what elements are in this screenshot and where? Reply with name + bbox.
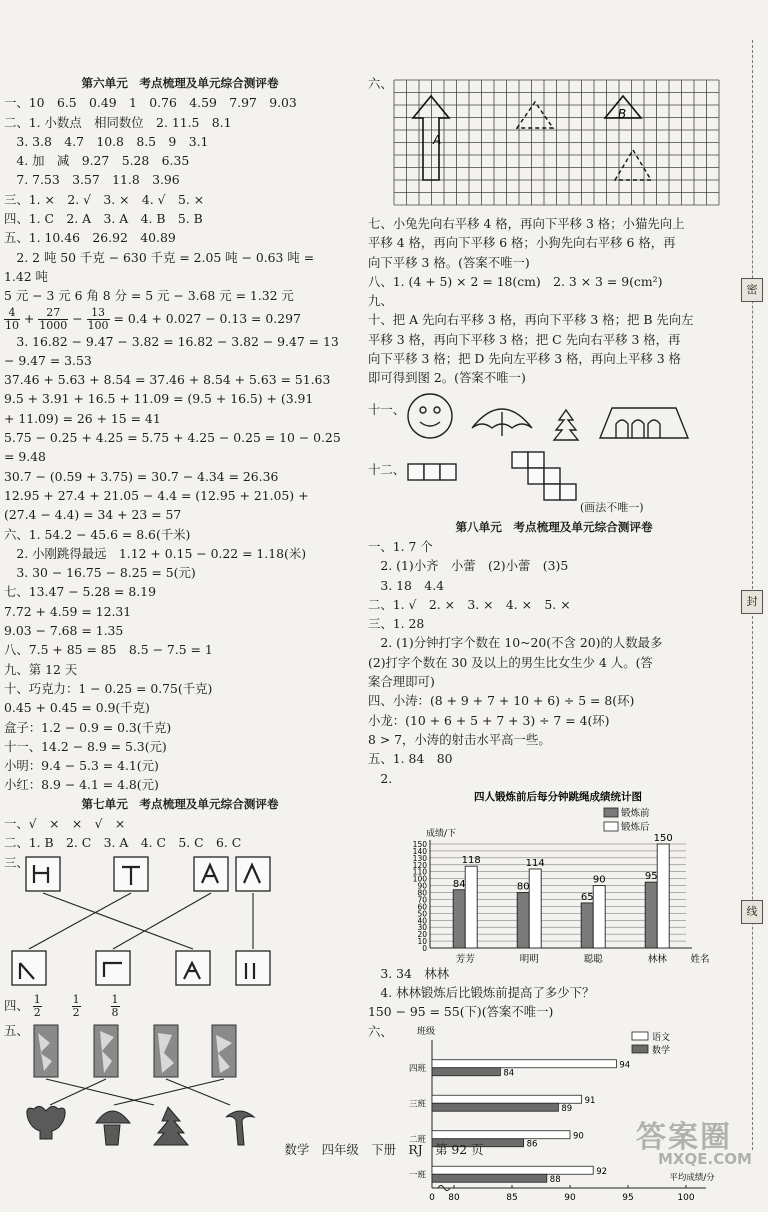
chart2-data-label: 88 bbox=[549, 1174, 561, 1185]
chart1-data-label: 150 bbox=[653, 832, 673, 844]
shape-label-b: B bbox=[618, 107, 627, 121]
unit8-line: 五、1. 84 80 bbox=[368, 751, 453, 767]
unit8-heading: 第八单元 考点梳理及单元综合测评卷 bbox=[455, 519, 653, 534]
chart1-data-label: 84 bbox=[452, 878, 466, 890]
unit6-line: 12.95 + 27.4 + 21.05 − 4.4 = (12.95 + 21.05) + bbox=[4, 487, 309, 503]
unit7-line: 向下平移 3 格；把 D 先向左平移 3 格，再向上平移 3 格 bbox=[368, 351, 681, 367]
unit6-line: − 9.47 = 3.53 bbox=[4, 352, 92, 368]
chart2-bar bbox=[432, 1166, 593, 1174]
unit7-q11-label: 十一、 bbox=[368, 401, 406, 417]
chart2-data-label: 84 bbox=[503, 1067, 515, 1078]
chart1-xlabel: 姓名 bbox=[690, 953, 710, 964]
chart1-ytick: 20 bbox=[417, 929, 427, 939]
chart1-data-label: 90 bbox=[592, 874, 606, 886]
chart1-bar bbox=[581, 903, 593, 948]
unit7-line: 七、小兔先向右平移 4 格，再向下平移 3 格；小猫先向上 bbox=[368, 216, 685, 231]
chart2-category-label: 一班 bbox=[408, 1169, 426, 1180]
symmetry-figures bbox=[368, 388, 740, 446]
unit6-line: 9.5 + 3.91 + 16.5 + 11.09 = (9.5 + 16.5) + (3.91 bbox=[4, 391, 314, 407]
unit7-answers-b bbox=[368, 214, 740, 388]
unit6-line: 37.46 + 5.63 + 8.54 = 37.46 + 8.54 + 5.63 = 51.63 bbox=[4, 372, 331, 388]
chart1-bar bbox=[593, 885, 605, 947]
cube-net-figure bbox=[368, 446, 740, 518]
fraction-1: $\frac{4}{10}$ bbox=[5, 305, 19, 332]
unit8-line: 3. 34 林林 bbox=[368, 965, 450, 981]
chart2-data-label: 91 bbox=[584, 1095, 596, 1106]
seal-char-2: 封 bbox=[741, 590, 763, 614]
unit6-line: 十一、14.2 − 8.9 = 5.3(元) bbox=[4, 738, 167, 754]
unit6-line: 3. 3.8 4.7 10.8 8.5 9 3.1 bbox=[4, 133, 209, 149]
chart2-legend-swatch bbox=[632, 1032, 648, 1040]
chart2-ylabel: 班级 bbox=[416, 1026, 436, 1037]
unit6-line: 二、1. 小数点 相同数位 2. 11.5 8.1 bbox=[4, 114, 232, 130]
chart2-xtick: 85 bbox=[506, 1192, 518, 1203]
unit8-q5-2: 2. bbox=[368, 770, 393, 786]
unit7-q12-label: 十二、 bbox=[368, 461, 406, 477]
chart1-ytick: 140 bbox=[412, 846, 427, 856]
shape-label-a: A bbox=[433, 133, 442, 147]
chart2-legend-label: 数学 bbox=[652, 1045, 671, 1056]
chart2-data-label: 92 bbox=[596, 1166, 608, 1177]
unit6-line: 小明：9.4 − 5.3 = 4.1(元) bbox=[4, 758, 159, 774]
chart1-ytick: 60 bbox=[417, 902, 427, 912]
chart1-data-label: 95 bbox=[644, 870, 658, 882]
chart1-ytick: 100 bbox=[412, 874, 427, 884]
unit8-line: 8 > 7，小涛的射击水平高一些。 bbox=[368, 731, 551, 747]
unit7-q3-label: 三、 bbox=[4, 854, 29, 870]
chart2-xtick: 100 bbox=[677, 1192, 695, 1203]
unit8-line: 2. (1)分钟打字个数在 10~20(不含 20)的人数最多 bbox=[368, 635, 663, 651]
right-column bbox=[368, 74, 740, 1212]
chart2-data-label: 89 bbox=[561, 1103, 573, 1114]
chart1-category-label: 聪聪 bbox=[583, 953, 603, 964]
unit7-line: 平移 3 格，再向下平移 3 格；把 C 先向右平移 3 格，再 bbox=[368, 331, 681, 347]
unit6-line: 30.7 − (0.59 + 3.75) = 30.7 − 4.34 = 26.36 bbox=[4, 468, 279, 484]
chart2-legend-label: 语文 bbox=[652, 1032, 671, 1043]
unit6-answers-a bbox=[4, 93, 356, 305]
translation-grid-figure bbox=[368, 74, 740, 214]
unit7-line: 向下平移 3 格。(答案不唯一) bbox=[368, 254, 530, 270]
unit6-line: 七、13.47 − 5.28 = 8.19 bbox=[4, 584, 156, 600]
chart2-xtick: 0 bbox=[429, 1192, 435, 1203]
unit7-q12-note: (画法不唯一) bbox=[580, 500, 644, 514]
unit8-line: 一、1. 7 个 bbox=[368, 538, 433, 554]
unit8-line: 3. 18 4.4 bbox=[368, 577, 445, 593]
unit7-q11 bbox=[368, 388, 740, 446]
unit8-line: 四、小涛：(8 + 9 + 7 + 10 + 6) ÷ 5 = 8(环) bbox=[368, 693, 635, 709]
chart1-category-label: 林林 bbox=[647, 953, 667, 964]
chart1-ytick: 50 bbox=[417, 909, 427, 919]
unit6-heading: 第六单元 考点梳理及单元综合测评卷 bbox=[81, 76, 279, 90]
seal-char-3: 线 bbox=[741, 900, 763, 924]
chart2-bar bbox=[432, 1130, 570, 1138]
chart1-data-label: 114 bbox=[525, 857, 545, 869]
unit6-line: 八、7.5 + 85 = 85 8.5 − 7.5 = 1 bbox=[4, 642, 213, 658]
chart1-bar bbox=[465, 866, 477, 948]
unit6-line: 4. 加 减 9.27 5.28 6.35 bbox=[4, 153, 190, 169]
chart1-ytick: 80 bbox=[417, 888, 427, 898]
unit6-line: 1.42 吨 bbox=[4, 268, 48, 284]
chart2-category-label: 三班 bbox=[408, 1098, 426, 1109]
unit8-line: 二、1. √ 2. × 3. × 4. × 5. × bbox=[368, 596, 571, 612]
chart2-xtick: 80 bbox=[448, 1192, 460, 1203]
chart1-category-label: 明明 bbox=[519, 953, 539, 964]
unit6-line: 六、1. 54.2 − 45.6 = 8.6(千米) bbox=[4, 526, 191, 542]
unit7-q6 bbox=[368, 74, 740, 214]
chart1-legend-label: 锻炼后 bbox=[621, 821, 650, 833]
chart1-bar bbox=[517, 892, 529, 947]
unit6-line: = 9.48 bbox=[4, 449, 46, 465]
chart2-data-label: 86 bbox=[526, 1138, 538, 1149]
q4-fraction-2: $\frac{1}{2}$ bbox=[72, 992, 80, 1019]
chart2-bar bbox=[432, 1059, 616, 1067]
chart1-bar bbox=[645, 882, 657, 948]
unit7-line: 平移 4 格，再向下平移 6 格；小狗先向右平移 6 格，再 bbox=[368, 235, 676, 251]
chart1-ytick: 110 bbox=[412, 867, 427, 877]
q4-fraction-3: $\frac{1}{8}$ bbox=[111, 992, 119, 1019]
unit8-line: 三、1. 28 bbox=[368, 616, 425, 632]
unit6-line: 一、10 6.5 0.49 1 0.76 4.59 7.97 9.03 bbox=[4, 95, 297, 111]
unit8-line: 小龙：(10 + 6 + 5 + 7 + 3) ÷ 7 = 4(环) bbox=[368, 712, 610, 728]
chart2-bar bbox=[432, 1095, 582, 1103]
unit7-q5-label: 五、 bbox=[4, 1022, 29, 1038]
chart2-category-label: 四班 bbox=[408, 1063, 426, 1074]
chart1-ytick: 30 bbox=[417, 923, 427, 933]
unit6-line: 四、1. C 2. A 3. A 4. B 5. B bbox=[4, 211, 203, 227]
q4-fraction-1: $\frac{1}{2}$ bbox=[33, 992, 41, 1019]
chart2-bar bbox=[432, 1103, 558, 1111]
unit6-line: 9.03 − 7.68 = 1.35 bbox=[4, 623, 124, 639]
chart1-ytick: 70 bbox=[417, 895, 427, 905]
unit6-line: + 11.09) = 26 + 15 = 41 bbox=[4, 410, 161, 426]
unit6-line: (27.4 − 4.4) = 34 + 23 = 57 bbox=[4, 507, 182, 523]
chart2-xtick: 90 bbox=[564, 1192, 576, 1203]
chart2-data-label: 90 bbox=[573, 1130, 584, 1141]
unit8-line: (2)打字个数在 30 及以上的男生比女生少 4 人。(答 bbox=[368, 654, 653, 670]
chart1-ylabel: 成绩/下 bbox=[426, 828, 457, 839]
chart2-category-label: 二班 bbox=[408, 1134, 426, 1145]
unit6-line: 十、巧克力：1 − 0.25 = 0.75(千克) bbox=[4, 680, 213, 696]
unit6-line: 3. 30 − 16.75 − 8.25 = 5(元) bbox=[4, 565, 196, 581]
unit7-q2: 二、1. B 2. C 3. A 4. C 5. C 6. C bbox=[4, 835, 242, 851]
unit6-line: 2. 2 吨 50 千克 − 630 千克 = 2.05 吨 − 0.63 吨 = bbox=[4, 249, 315, 265]
unit7-q1: 一、√ × × √ × bbox=[4, 815, 126, 831]
unit6-line: 0.45 + 0.45 = 0.9(千克) bbox=[4, 700, 150, 716]
chart1-ytick: 40 bbox=[417, 916, 427, 926]
unit7-line: 八、1. (4 + 5) × 2 = 18(cm) 2. 3 × 3 = 9(cm²) bbox=[368, 273, 663, 289]
unit8-line: 2. (1)小齐 小蕾 (2)小蕾 (3)5 bbox=[368, 558, 569, 574]
unit6-answers-b bbox=[4, 332, 356, 795]
chart2-bar bbox=[432, 1174, 547, 1182]
unit6-line: 7.72 + 4.59 = 12.31 bbox=[4, 603, 132, 619]
fraction-2: $\frac{27}{1000}$ bbox=[39, 305, 68, 332]
unit7-line: 九、 bbox=[368, 293, 393, 309]
unit6-line: 5.75 − 0.25 + 4.25 = 5.75 + 4.25 − 0.25 = 10 − 0.25 bbox=[4, 430, 341, 446]
unit6-line: 小红：8.9 − 4.1 = 4.8(元) bbox=[4, 777, 159, 793]
fraction-3: $\frac{13}{100}$ bbox=[87, 305, 109, 332]
unit6-line: 2. 小刚跳得最远 1.12 + 0.15 − 0.22 = 1.18(米) bbox=[4, 545, 307, 561]
chart1-data-label: 80 bbox=[516, 881, 530, 893]
jump-rope-bar-chart bbox=[368, 788, 740, 964]
left-column bbox=[4, 74, 356, 1151]
unit6-line: 盒子：1.2 − 0.9 = 0.3(千克) bbox=[4, 719, 172, 735]
chart1-ytick: 0 bbox=[422, 943, 427, 953]
paper-cutting-figure bbox=[4, 1021, 356, 1151]
unit8-line: 150 − 95 = 55(下)(答案不唯一) bbox=[368, 1004, 554, 1020]
site-watermark: 答案圈 MXQE.COM bbox=[636, 1120, 752, 1168]
chart1-title: 四人锻炼前后每分钟跳绳成绩统计图 bbox=[474, 790, 642, 803]
unit8-answers-a bbox=[368, 537, 740, 769]
unit8-line: 案合理即可) bbox=[368, 674, 435, 690]
unit7-line: 即可得到图 2。(答案不唯一) bbox=[368, 370, 526, 386]
unit7-q12 bbox=[368, 446, 740, 518]
unit7-heading: 第七单元 考点梳理及单元综合测评卷 bbox=[81, 796, 279, 811]
chart1-ytick: 120 bbox=[412, 860, 427, 870]
unit7-q4: 四、 $\frac{1}{2}$ $\frac{1}{2}$ $\frac{1}{8}$ bbox=[4, 992, 119, 1019]
unit7-line: 十、把 A 先向右平移 3 格，再向下平移 3 格；把 B 先向左 bbox=[368, 312, 694, 328]
chart1-data-label: 118 bbox=[461, 855, 481, 867]
chart1-bar bbox=[453, 890, 465, 948]
chart1-ytick: 150 bbox=[412, 839, 427, 849]
unit6-line: 3. 16.82 − 9.47 − 3.82 = 16.82 − 3.82 − 9.47 = 13 bbox=[4, 333, 339, 349]
page-footer: 数学 四年级 下册 RJ 第 92 页 bbox=[284, 1142, 484, 1157]
unit6-line: 5 元 − 3 元 6 角 8 分 = 5 元 − 3.68 元 = 1.32 元 bbox=[4, 288, 294, 304]
chart1-legend-swatch bbox=[604, 822, 618, 831]
chart1-category-label: 芳芳 bbox=[455, 953, 475, 964]
unit8-answers-b bbox=[368, 964, 740, 1022]
unit7-q5 bbox=[4, 1021, 356, 1151]
chart1-ytick: 10 bbox=[417, 936, 427, 946]
chart1-bar bbox=[657, 844, 669, 948]
unit7-q6-label: 六、 bbox=[368, 76, 393, 91]
chart2-xlabel: 平均成绩/分 bbox=[669, 1172, 715, 1183]
chart1-legend-swatch bbox=[604, 808, 618, 817]
unit6-line: 九、第 12 天 bbox=[4, 661, 78, 677]
fraction-equation: $\frac{4}{10}$ + $\frac{27}{1000}$ − $\frac{13}{100}$ = 0.4 + 0.027 − 0.13 = 0.297 bbox=[5, 305, 301, 332]
chart1-ytick: 130 bbox=[412, 853, 427, 863]
chart1-data-label: 65 bbox=[580, 891, 594, 903]
seal-char-1: 密 bbox=[741, 278, 763, 302]
unit6-line: 7. 7.53 3.57 11.8 3.96 bbox=[4, 172, 180, 188]
unit8-line: 4. 林林锻炼后比锻炼前提高了多少下？ bbox=[368, 985, 595, 1001]
unit6-line: 五、1. 10.46 26.92 40.89 bbox=[4, 230, 176, 246]
view-matching-figure bbox=[4, 853, 356, 991]
chart2-xtick: 95 bbox=[622, 1192, 634, 1203]
unit6-line: 三、1. × 2. √ 3. × 4. √ 5. × bbox=[4, 191, 205, 207]
unit7-q3 bbox=[4, 853, 356, 991]
unit8-q6-label: 六、 bbox=[368, 1023, 393, 1039]
chart2-bar bbox=[432, 1067, 500, 1075]
chart2-legend-swatch bbox=[632, 1045, 648, 1053]
chart2-data-label: 94 bbox=[619, 1059, 631, 1070]
chart1-bar bbox=[529, 869, 541, 948]
chart1-ytick: 90 bbox=[417, 881, 427, 891]
chart1-legend-label: 锻炼前 bbox=[621, 807, 650, 819]
